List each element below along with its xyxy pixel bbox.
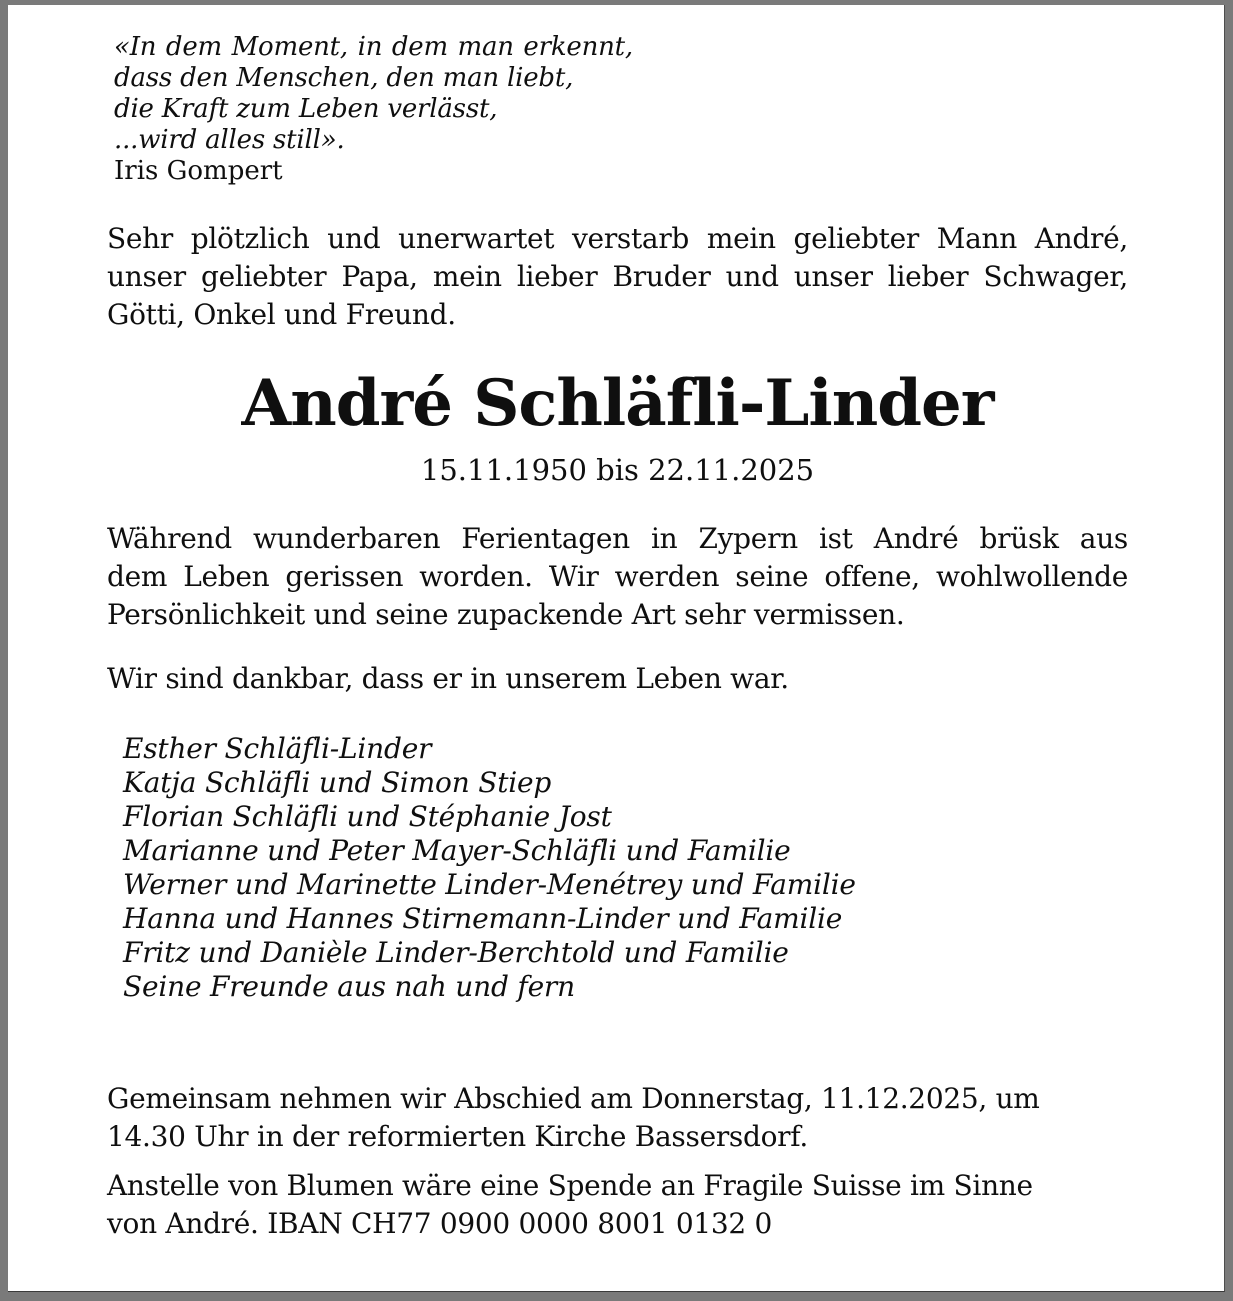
mourner-line: Hanna und Hannes Stirnemann-Linder und Familie: [123, 902, 843, 935]
mourner-line: Marianne und Peter Mayer-Schläfli und Familie: [123, 834, 791, 867]
mourner-line: Katja Schläfli und Simon Stiep: [123, 766, 552, 799]
tribute-line: Während wunderbaren Ferientagen in Zypern ist André brüsk aus: [107, 522, 1128, 555]
intro-paragraph: [107, 220, 1128, 334]
mourner-line: Esther Schläfli-Linder: [123, 732, 432, 765]
mourner-line: Fritz und Danièle Linder-Berchtold und Familie: [123, 936, 789, 969]
mourner-line: Werner und Marinette Linder-Menétrey und Familie: [123, 868, 856, 901]
farewell-line: Gemeinsam nehmen wir Abschied am Donnerstag, 11.12.2025, um: [107, 1082, 1040, 1115]
intro-line: unser geliebter Papa, mein lieber Bruder und unser lieber Schwager,: [107, 260, 1128, 293]
quote-line: dass den Menschen, den man liebt,: [114, 63, 574, 93]
opening-quote: [114, 32, 1128, 156]
donation-paragraph: [107, 1167, 1128, 1243]
gratitude-line: Wir sind dankbar, dass er in unserem Leben war.: [107, 662, 789, 695]
obituary-page: [8, 5, 1225, 1292]
tribute-line: dem Leben gerissen worden. Wir werden seine offene, wohlwollende: [107, 560, 1128, 593]
tribute-paragraph: [107, 520, 1128, 634]
deceased-name: André Schläfli-Linder: [241, 366, 994, 441]
mourner-line: Seine Freunde aus nah und fern: [123, 970, 575, 1003]
donation-line: von André. IBAN CH77 0900 0000 8001 0132 0: [107, 1207, 773, 1240]
quote-line: die Kraft zum Leben verlässt,: [114, 94, 498, 124]
intro-line: Götti, Onkel und Freund.: [107, 298, 456, 331]
farewell-paragraph: [107, 1080, 1128, 1156]
quote-attribution: Iris Gompert: [114, 156, 283, 186]
mourner-line: Florian Schläfli und Stéphanie Jost: [123, 800, 612, 833]
tribute-line: Persönlichkeit und seine zupackende Art sehr vermissen.: [107, 598, 905, 631]
donation-line: Anstelle von Blumen wäre eine Spende an Fragile Suisse im Sinne: [107, 1169, 1033, 1202]
life-dates: 15.11.1950 bis 22.11.2025: [420, 453, 815, 487]
quote-line: «In dem Moment, in dem man erkennt,: [114, 32, 633, 62]
quote-line: ...wird alles still».: [114, 125, 345, 155]
mourners-list: [123, 732, 1128, 1004]
farewell-line: 14.30 Uhr in der reformierten Kirche Bassersdorf.: [107, 1120, 808, 1153]
intro-line: Sehr plötzlich und unerwartet verstarb mein geliebter Mann André,: [107, 222, 1128, 255]
